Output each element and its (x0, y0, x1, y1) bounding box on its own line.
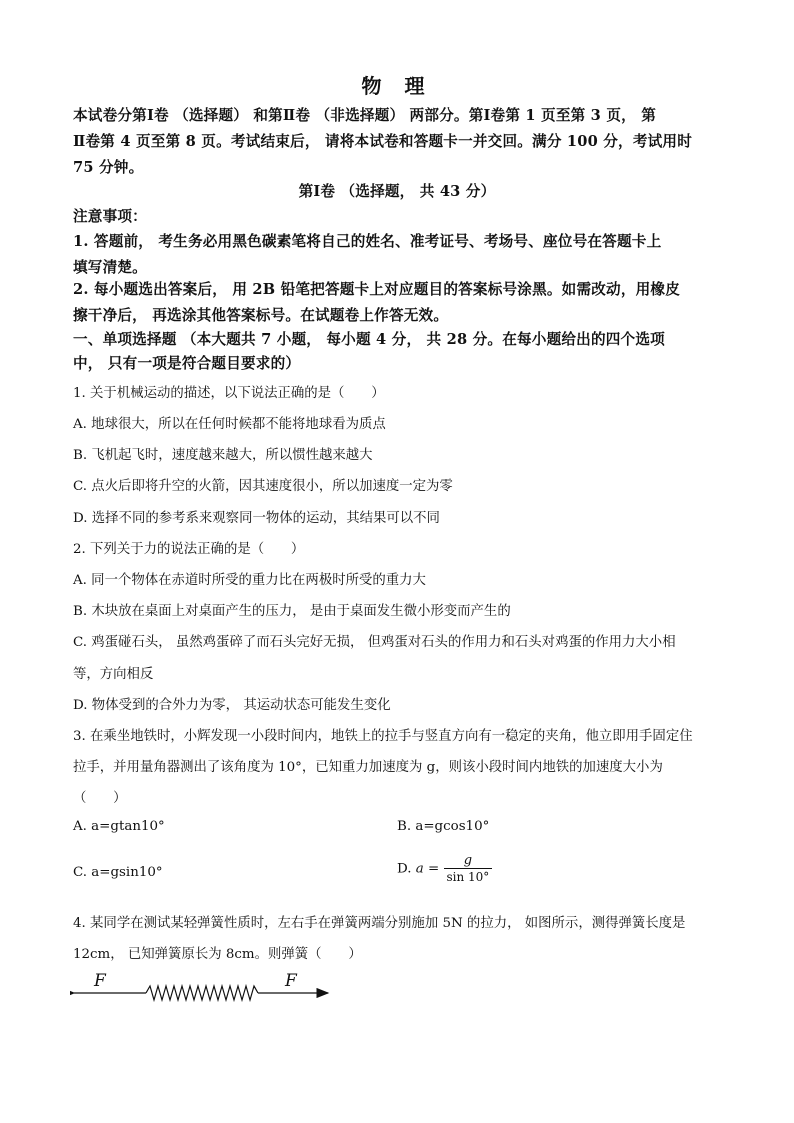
q3-option-a: A. a=gtan10° (73, 819, 165, 834)
q2-stem: 2. 下列关于力的说法正确的是（ ） (73, 542, 305, 557)
q1-option-c: C. 点火后即将升空的火箭，因其速度很小，所以加速度一定为零 (73, 479, 453, 494)
q3-option-b: B. a=gcos10° (397, 819, 490, 834)
q4-stem-line-1: 4. 某同学在测试某轻弹簧性质时，左右手在弹簧两端分别施加 5N 的拉力， 如图所示，测得弹簧长度是 (73, 916, 686, 931)
q2-option-d: D. 物体受到的合外力为零， 其运动状态可能发生变化 (73, 698, 391, 713)
q3-option-d-variable: a (415, 861, 424, 877)
q3-stem-line-1: 3. 在乘坐地铁时，小辉发现一小段时间内，地铁上的拉手与竖直方向有一稳定的夹角，他立即用手固定住 (73, 729, 693, 744)
fraction-numerator: g (463, 853, 473, 868)
q2-option-a: A. 同一个物体在赤道时所受的重力比在两极时所受的重力大 (73, 573, 426, 588)
spring-coil (146, 986, 258, 1000)
notice-item-2-line-2: 擦干净后， 再选涂其他答案标号。在试题卷上作答无效。 (73, 307, 449, 324)
section-header: 第Ⅰ卷 （选择题， 共 43 分） (298, 183, 496, 200)
q3-option-d-fraction (444, 853, 493, 885)
q2-option-b: B. 木块放在桌面上对桌面产生的压力， 是由于桌面发生微小形变而产生的 (73, 604, 511, 619)
left-force-label: F (94, 971, 106, 991)
q1-stem: 1. 关于机械运动的描述，以下说法正确的是（ ） (73, 386, 385, 401)
intro-line-3: 75 分钟。 (73, 159, 144, 176)
q2-option-c-line-2: 等，方向相反 (73, 667, 154, 682)
notice-item-2-line-1: 2. 每小题选出答案后， 用 2B 铅笔把答题卡上对应题目的答案标号涂黑。如需改动，用橡皮 (73, 281, 681, 298)
q3-option-c: C. a=gsin10° (73, 865, 163, 880)
q3-stem-line-2: 拉手，并用量角器测出了该角度为 10°，已知重力加速度为 g，则该小段时间内地铁的加速度大小为 (73, 760, 663, 775)
q2-option-c-line-1: C. 鸡蛋碰石头， 虽然鸡蛋碎了而石头完好无损， 但鸡蛋对石头的作用力和石头对鸡蛋的作用力大小相 (73, 635, 676, 650)
q1-option-d: D. 选择不同的参考系来观察同一物体的运动，其结果可以不同 (73, 511, 440, 526)
notice-item-1-line-2: 填写清楚。 (73, 259, 147, 276)
fraction-denominator: sin 10° (444, 868, 493, 885)
q1-option-b: B. 飞机起飞时，速度越来越大，所以惯性越来越大 (73, 448, 373, 463)
spring-force-figure (70, 968, 335, 1008)
q3-option-d-equals: = (423, 861, 444, 877)
intro-line-1: 本试卷分第Ⅰ卷 （选择题） 和第Ⅱ卷 （非选择题） 两部分。第Ⅰ卷第 1 页至第 3 页， 第 (73, 107, 656, 124)
intro-line-2: Ⅱ卷第 4 页至第 8 页。考试结束后， 请将本试卷和答题卡一并交回。满分 100 分，考试用时 (73, 133, 693, 150)
part1-header-line-1: 一、单项选择题 （本大题共 7 小题， 每小题 4 分， 共 28 分。在每小题给出的四个选项 (73, 331, 665, 348)
notice-heading: 注意事项： (73, 208, 147, 225)
q3-stem-line-3: （ ） (73, 791, 127, 806)
page-title: 物 理 (361, 74, 433, 98)
notice-item-1-line-1: 1. 答题前， 考生务必用黑色碳素笔将自己的姓名、准考证号、考场号、座位号在答题卡上 (73, 233, 662, 250)
q3-option-d-prefix: D. (397, 861, 416, 877)
q1-option-a: A. 地球很大，所以在任何时候都不能将地球看为质点 (73, 417, 386, 432)
right-force-label: F (285, 971, 297, 991)
part1-header-line-2: 中， 只有一项是符合题目要求的） (73, 355, 301, 372)
q3-option-d (397, 853, 492, 885)
q4-stem-line-2: 12cm， 已知弹簧原长为 8cm。则弹簧（ ） (73, 947, 362, 962)
